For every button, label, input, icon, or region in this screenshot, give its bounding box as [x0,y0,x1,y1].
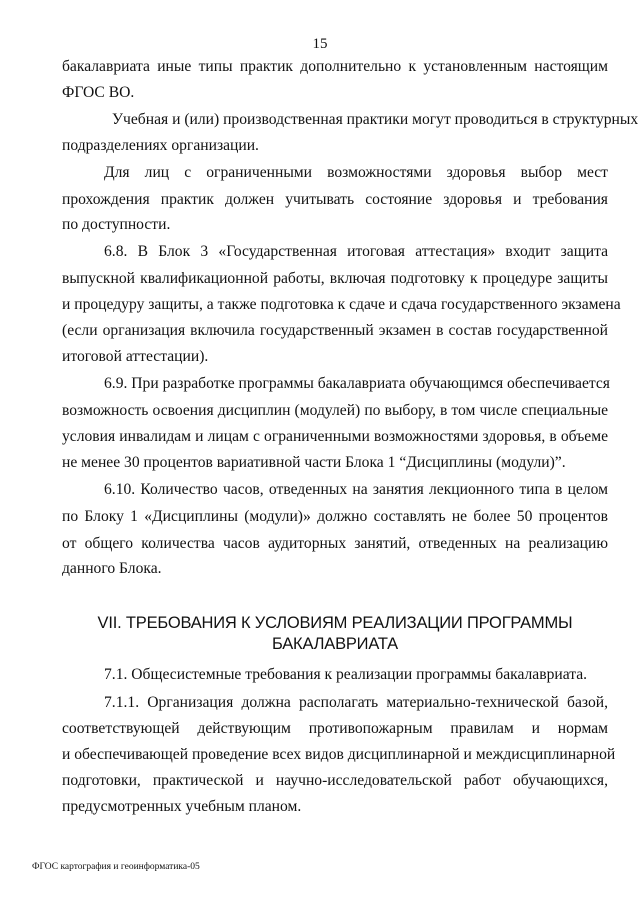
text-line: бакалавриата иные типы практик дополнительно к установленным настоящим [62,58,608,75]
footer-note: ФГОС картография и геоинформатика-05 [32,862,200,872]
text-line: 6.9. При разработке программы бакалавриата обучающимся обеспечивается [104,375,610,392]
text-line: соответствующей действующим противопожарным правилам и нормам [62,720,608,737]
text-line: 6.8. В Блок 3 «Государственная итоговая аттестация» входит защита [104,243,608,260]
text-line: по Блоку 1 «Дисциплины (модули)» должно составлять не более 50 процентов [62,508,608,525]
text-line: данного Блока. [62,560,162,577]
section-heading-line1: VII. ТРЕБОВАНИЯ К УСЛОВИЯМ РЕАЛИЗАЦИИ ПРОГРАММЫ [97,614,573,632]
text-line: и процедуру защиты, а также подготовка к сдаче и сдача государственного экзамена [62,296,621,313]
text-line: Учебная и (или) производственная практики могут проводиться в структурных [112,111,639,128]
text-line: 6.10. Количество часов, отведенных на занятия лекционного типа в целом [104,481,608,498]
text-line: подготовки, практической и научно-исследовательской работ обучающихся, [62,772,608,789]
text-line: ФГОС ВО. [62,84,135,101]
text-line: Для лиц с ограниченными возможностями здоровья выбор мест [104,164,608,181]
text-line: (если организация включила государственный экзамен в состав государственной [62,322,608,339]
text-line: условия инвалидам и лицам с ограниченными возможностями здоровья, в объеме [62,428,608,445]
text-line: 7.1. Общесистемные требования к реализации программы бакалавриата. [104,666,588,683]
text-line: не менее 30 процентов вариативной части Блока 1 “Дисциплины (модули)”. [62,454,566,471]
text-line: выпускной квалификационной работы, включая подготовку к процедуре защиты [62,270,608,287]
text-line: подразделениях организации. [62,137,259,154]
text-line: и обеспечивающей проведение всех видов дисциплинарной и междисциплинарной [62,746,616,763]
text-line: прохождения практик должен учитывать состояние здоровья и требования [62,191,608,208]
page-number: 15 [312,36,328,52]
text-line: по доступности. [62,216,171,233]
text-line: предусмотренных учебным планом. [62,798,302,815]
text-line: возможность освоения дисциплин (модулей) по выбору, в том числе специальные [62,402,608,419]
text-line: от общего количества часов аудиторных занятий, отведенных на реализацию [62,535,608,552]
section-heading-line2: БАКАЛАВРИАТА [271,635,398,653]
text-line: 7.1.1. Организация должна располагать материально-технической базой, [104,694,608,711]
text-line: итоговой аттестации). [62,348,209,365]
